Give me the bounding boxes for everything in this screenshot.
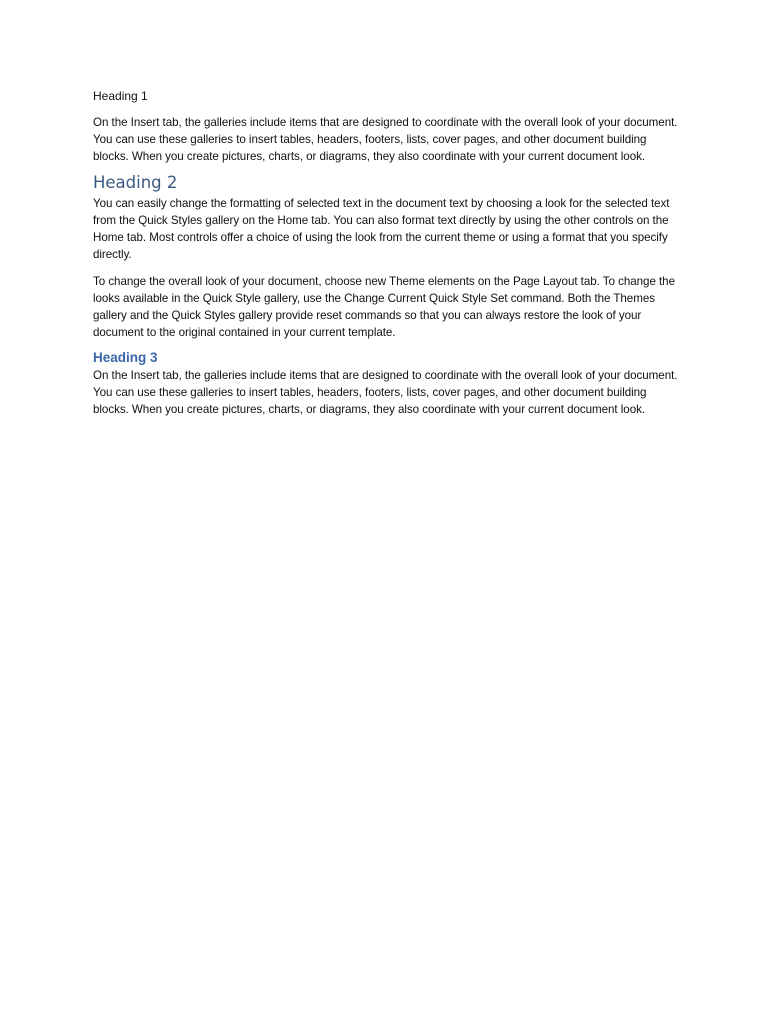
heading-2: Heading 2 [93,173,178,192]
paragraph-2: You can easily change the formatting of selected text in the document text by choosing a look for the selected text from the Quick Styles gallery on the Home tab. You can also format text directly by using the other controls on the Home tab. Most controls offer a choice of using the look from the current theme or using a format that you specify directly. [93,197,670,261]
paragraph-1: On the Insert tab, the galleries include items that are designed to coordinate with the overall look of your document. You can use these galleries to insert tables, headers, footers, lists, cover pages, and other document building blocks. When you create pictures, charts, or diagrams, they also coordinate with your current document look. [93,116,678,163]
paragraph-4: On the Insert tab, the galleries include items that are designed to coordinate with the overall look of your document. You can use these galleries to insert tables, headers, footers, lists, cover pages, and other document building blocks. When you create pictures, charts, or diagrams, they also coordinate with your current document look. [93,369,678,416]
document-page [93,88,683,426]
heading-3: Heading 3 [93,350,158,365]
paragraph-3: To change the overall look of your document, choose new Theme elements on the Page Layout tab. To change the looks available in the Quick Style gallery, use the Change Current Quick Style Set command. Both the Themes gallery and the Quick Styles gallery provide reset commands so that you can always restore the look of your document to the original contained in your current template. [93,275,675,339]
heading-1: Heading 1 [93,89,148,103]
